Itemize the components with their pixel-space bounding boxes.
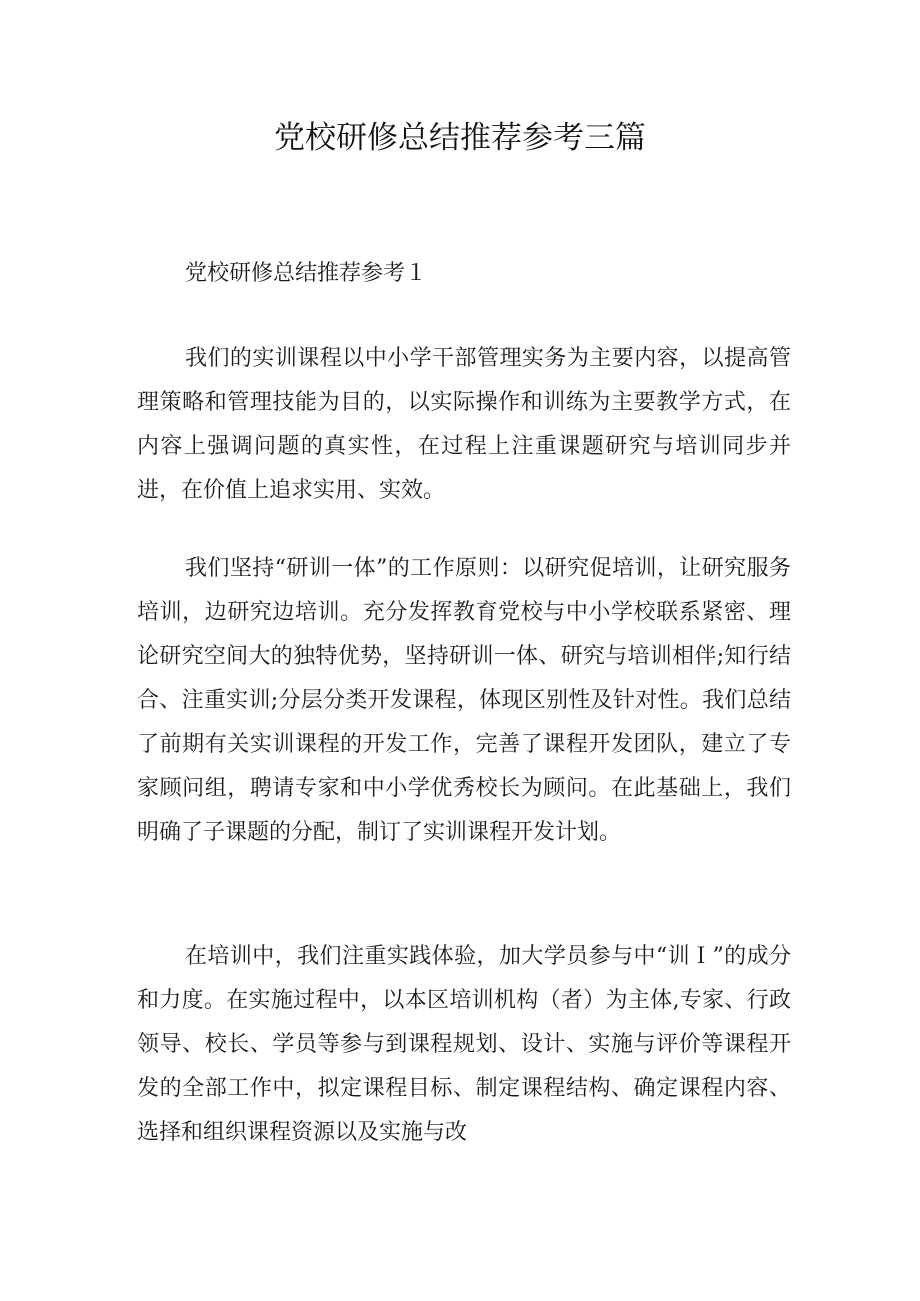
document-title: 党校研修总结推荐参考三篇 bbox=[274, 120, 646, 156]
paragraph-1: 我们的实训课程以中小学干部管理实务为主要内容，以提高管理策略和管理技能为目的，以实际操作和训练为主要教学方式，在内容上强调问题的真实性，在过程上注重课题研究与培训同步并进，在价值上追求实用、实效。 bbox=[137, 346, 791, 503]
section-heading: 党校研修总结推荐参考１ bbox=[185, 261, 428, 286]
paragraph-2: 我们坚持“研训一体”的工作原则：以研究促培训，让研究服务培训，边研究边培训。充分发挥教育党校与中小学校联系紧密、理论研究空间大的独特优势，坚持研训一体、研究与培训相伴;知行结合、注重实训;分层分类开发课程，体现区别性及针对性。我们总结了前期有关实训课程的开发工作，完善了课程开发团队，建立了专家顾问组，聘请专家和中小学优秀校长为顾问。在此基础上，我们明确了子课题的分配，制订了实训课程开发计划。 bbox=[137, 556, 791, 845]
paragraph-3: 在培训中，我们注重实践体验，加大学员参与中“训Ｉ”的成分和力度。在实施过程中，以本区培训机构（者）为主体,专家、行政领导、校长、学员等参与到课程规划、设计、实施与评价等课程开发的全部工作中，拟定课程目标、制定课程结构、确定课程内容、选择和组织课程资源以及实施与改 bbox=[137, 944, 791, 1145]
